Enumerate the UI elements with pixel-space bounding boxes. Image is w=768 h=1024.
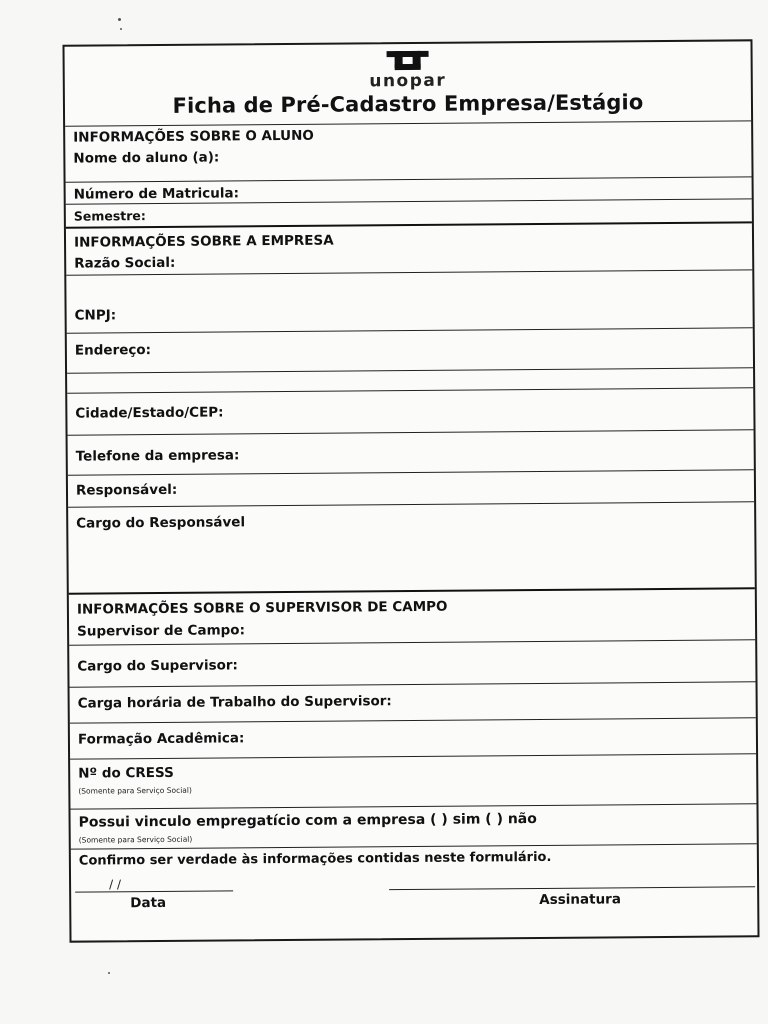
logo-wordmark: unopar bbox=[369, 70, 447, 92]
label-cargo-supervisor: Cargo do Supervisor: bbox=[77, 657, 238, 675]
date-slashes: / / bbox=[109, 877, 122, 892]
note-cress: (Somente para Serviço Social) bbox=[78, 785, 192, 796]
section-heading-empresa: INFORMAÇÕES SOBRE A EMPRESA bbox=[73, 232, 334, 251]
label-matricula: Número de Matricula: bbox=[73, 185, 240, 203]
label-razao-social: Razão Social: bbox=[74, 254, 176, 272]
field-cidade-row[interactable] bbox=[67, 387, 753, 434]
section-aluno-row bbox=[65, 120, 751, 181]
section-heading-aluno: INFORMAÇÕES SOBRE O ALUNO bbox=[73, 127, 314, 146]
field-responsavel-row[interactable] bbox=[68, 469, 754, 506]
label-endereco: Endereço: bbox=[74, 342, 152, 359]
scan-speck bbox=[118, 18, 121, 21]
section-empresa-row bbox=[66, 221, 752, 274]
label-responsavel: Responsável: bbox=[75, 481, 178, 499]
date-label: Data bbox=[130, 894, 167, 912]
label-formacao: Formação Acadêmica: bbox=[77, 730, 245, 748]
field-formacao-row[interactable] bbox=[70, 717, 756, 758]
confirmation-text: Confirmo ser verdade às informações contidas neste formulário. bbox=[78, 849, 552, 869]
label-carga-horaria: Carga horária de Trabalho do Supervisor: bbox=[77, 693, 392, 712]
scan-speck bbox=[120, 28, 122, 30]
unopar-logo bbox=[65, 47, 751, 92]
field-cargo-responsavel-row[interactable] bbox=[68, 501, 755, 592]
label-cargo-responsavel: Cargo do Responsável bbox=[76, 514, 246, 532]
field-telefone-row[interactable] bbox=[68, 429, 754, 474]
signature-label: Assinatura bbox=[539, 891, 621, 909]
label-nome-aluno: Nome do aluno (a): bbox=[73, 149, 220, 167]
note-vinculo: (Somente para Serviço Social) bbox=[78, 834, 193, 845]
field-cress-row[interactable] bbox=[70, 753, 756, 808]
field-vinculo-row[interactable] bbox=[70, 803, 756, 848]
field-endereco-row[interactable] bbox=[67, 327, 753, 372]
label-cress: Nº do CRESS bbox=[78, 764, 174, 782]
label-telefone: Telefone da empresa: bbox=[75, 447, 240, 465]
label-cidade-estado-cep: Cidade/Estado/CEP: bbox=[75, 404, 224, 422]
form-title: Ficha de Pré-Cadastro Empresa/Estágio bbox=[172, 90, 644, 118]
label-vinculo: Possui vinculo empregatício com a empresa ( ) sim ( ) não bbox=[78, 811, 537, 831]
unopar-logo-icon bbox=[385, 50, 431, 72]
field-cargo-supervisor-row[interactable] bbox=[69, 639, 755, 686]
confirmation-row bbox=[71, 843, 758, 940]
date-line[interactable] bbox=[75, 890, 233, 892]
registration-form bbox=[62, 39, 759, 942]
signature-line[interactable] bbox=[389, 886, 755, 890]
section-supervisor-row bbox=[69, 587, 755, 644]
label-semestre: Semestre: bbox=[73, 208, 146, 224]
label-supervisor: Supervisor de Campo: bbox=[77, 622, 246, 640]
field-cnpj-row[interactable] bbox=[66, 269, 752, 332]
section-heading-supervisor: INFORMAÇÕES SOBRE O SUPERVISOR DE CAMPO bbox=[76, 598, 448, 618]
label-cnpj: CNPJ: bbox=[74, 307, 117, 324]
scan-speck bbox=[108, 972, 110, 974]
field-carga-horaria-row[interactable] bbox=[70, 681, 756, 722]
